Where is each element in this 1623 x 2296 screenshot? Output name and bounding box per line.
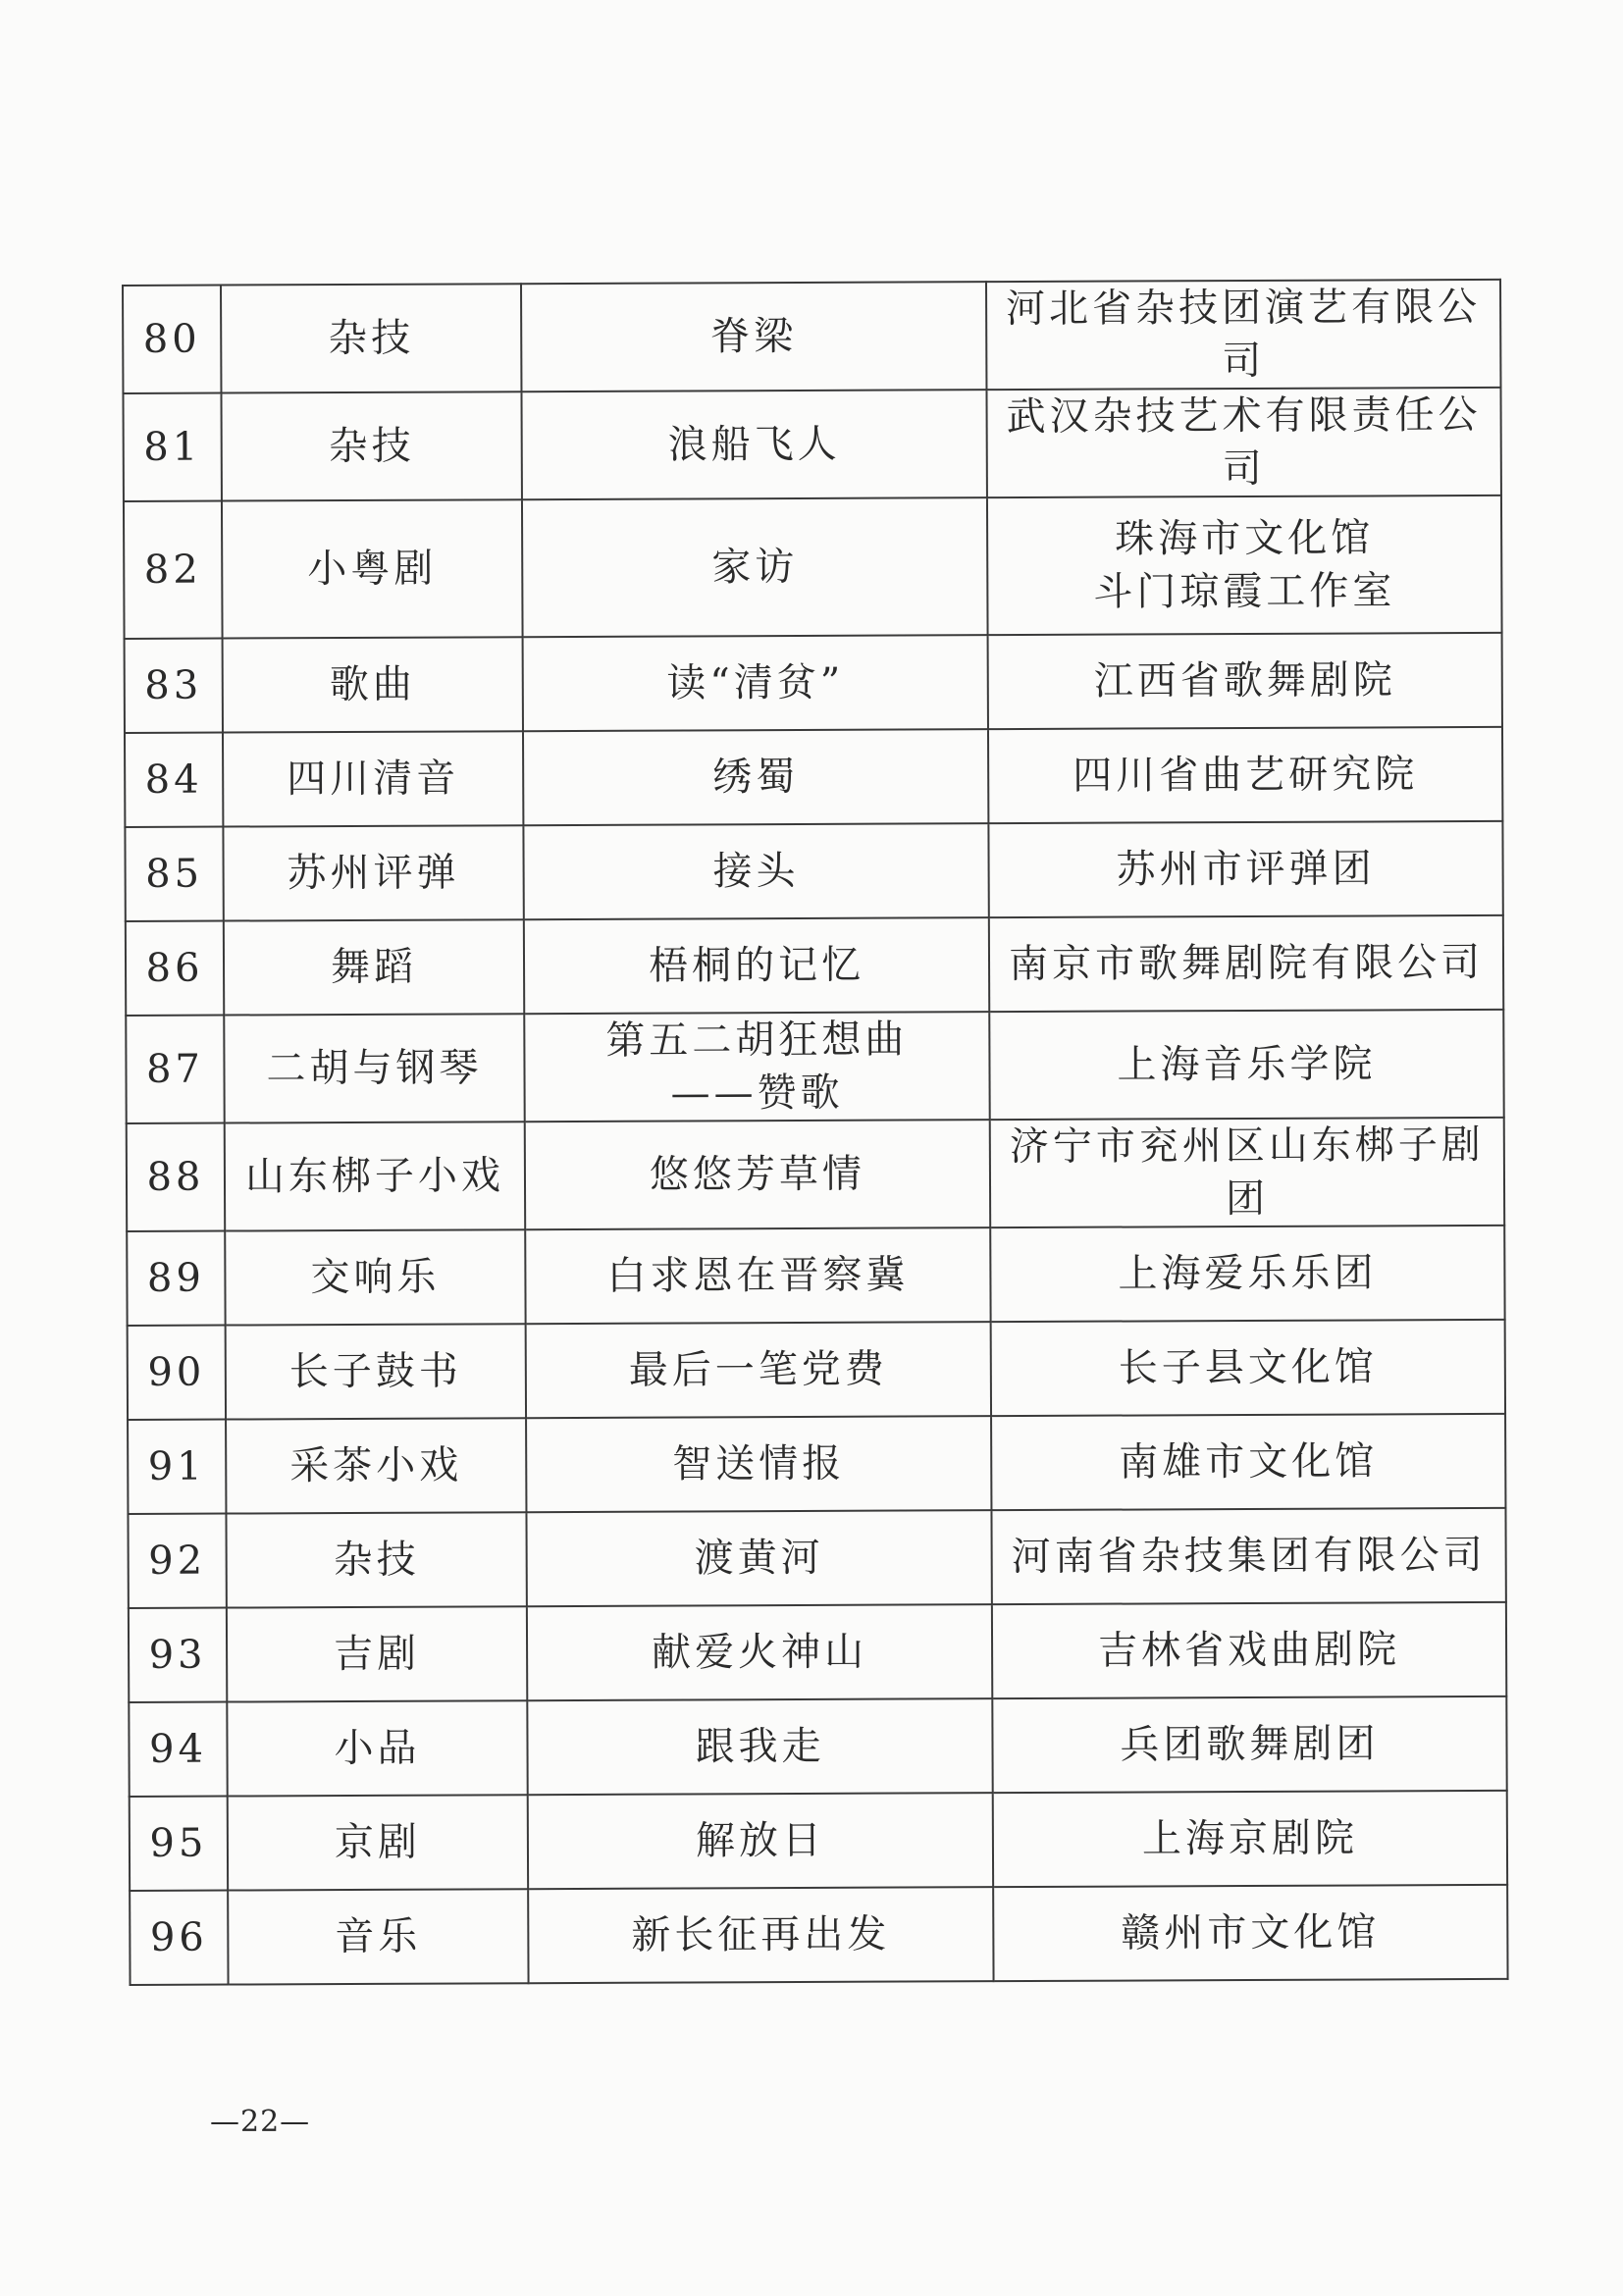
cell-number: 82 — [124, 501, 223, 639]
table-row — [130, 1885, 1507, 1985]
table-row — [123, 280, 1500, 393]
cell-category: 四川清音 — [223, 731, 523, 826]
table-row — [124, 496, 1502, 639]
cell-category: 杂技 — [226, 1512, 526, 1607]
program-table — [122, 279, 1509, 1986]
cell-number: 88 — [127, 1123, 225, 1231]
cell-title: 接头 — [523, 823, 988, 919]
cell-title: 脊梁 — [521, 282, 986, 391]
cell-title: 读“清贫” — [523, 635, 988, 731]
cell-organization: 南雄市文化馆 — [991, 1414, 1505, 1510]
table-row — [130, 1791, 1507, 1891]
table-row — [127, 1226, 1504, 1326]
cell-number: 89 — [127, 1231, 225, 1326]
cell-number: 81 — [123, 393, 221, 501]
cell-category: 二胡与钢琴 — [224, 1014, 524, 1122]
cell-category: 苏州评弹 — [223, 825, 523, 920]
cell-organization: 武汉杂技艺术有限责任公司 — [986, 388, 1500, 497]
cell-category: 舞蹈 — [224, 919, 524, 1015]
cell-category: 吉剧 — [227, 1606, 527, 1701]
cell-title: 智送情报 — [526, 1416, 991, 1512]
program-table-container — [122, 285, 1499, 1986]
cell-title: 悠悠芳草情 — [525, 1120, 990, 1229]
table-row — [128, 1414, 1505, 1514]
cell-organization: 苏州市评弹团 — [988, 821, 1502, 917]
cell-organization: 长子县文化馆 — [991, 1320, 1505, 1416]
cell-organization: 江西省歌舞剧院 — [988, 633, 1502, 729]
cell-number: 80 — [123, 286, 221, 393]
cell-category: 山东梆子小戏 — [225, 1122, 525, 1230]
cell-category: 杂技 — [221, 391, 521, 500]
cell-category: 京剧 — [228, 1795, 528, 1890]
cell-title: 第五二胡狂想曲 ——赞歌 — [524, 1012, 989, 1122]
cell-number: 87 — [126, 1016, 224, 1123]
cell-title: 绣蜀 — [523, 729, 988, 825]
cell-category: 杂技 — [221, 284, 521, 392]
cell-category: 音乐 — [228, 1889, 528, 1984]
cell-number: 90 — [128, 1326, 226, 1420]
cell-organization: 赣州市文化馆 — [993, 1885, 1507, 1981]
cell-category: 长子鼓书 — [226, 1324, 526, 1419]
cell-number: 83 — [125, 639, 223, 733]
table-row — [128, 1508, 1505, 1608]
table-row — [127, 1118, 1504, 1231]
cell-category: 歌曲 — [223, 637, 523, 732]
table-row — [123, 388, 1500, 501]
cell-category: 采茶小戏 — [226, 1418, 526, 1513]
cell-organization: 上海京剧院 — [993, 1791, 1507, 1887]
cell-organization: 济宁市兖州区山东梆子剧团 — [990, 1118, 1504, 1227]
table-row — [129, 1602, 1506, 1702]
table-row — [126, 1010, 1503, 1123]
cell-title: 浪船飞人 — [521, 390, 986, 499]
page-number: —22— — [210, 2105, 311, 2139]
cell-number: 92 — [128, 1514, 226, 1608]
table-row — [125, 727, 1502, 827]
cell-title: 梧桐的记忆 — [524, 917, 989, 1014]
cell-organization: 吉林省戏曲剧院 — [992, 1602, 1506, 1698]
cell-category: 交响乐 — [225, 1229, 525, 1325]
cell-title: 新长征再出发 — [528, 1887, 993, 1983]
cell-title: 家访 — [522, 497, 988, 637]
cell-organization: 南京市歌舞剧院有限公司 — [989, 915, 1503, 1012]
program-table-body — [123, 280, 1508, 1985]
cell-organization: 河北省杂技团演艺有限公司 — [986, 280, 1500, 390]
table-row — [126, 915, 1503, 1016]
cell-number: 84 — [125, 733, 223, 827]
cell-title: 跟我走 — [527, 1698, 992, 1795]
cell-title: 渡黄河 — [526, 1510, 991, 1606]
table-row — [129, 1696, 1506, 1797]
cell-category: 小粤剧 — [222, 499, 523, 638]
cell-number: 94 — [129, 1702, 227, 1797]
cell-organization: 河南省杂技集团有限公司 — [991, 1508, 1505, 1604]
table-row — [128, 1320, 1505, 1420]
cell-organization: 珠海市文化馆 斗门琼霞工作室 — [987, 496, 1502, 635]
cell-organization: 四川省曲艺研究院 — [988, 727, 1502, 823]
cell-number: 96 — [130, 1891, 228, 1985]
cell-organization: 上海音乐学院 — [989, 1010, 1503, 1120]
table-row — [125, 821, 1502, 921]
table-row — [125, 633, 1502, 733]
cell-category: 小品 — [227, 1700, 527, 1796]
cell-number: 93 — [129, 1608, 227, 1702]
cell-title: 献爱火神山 — [527, 1604, 992, 1700]
cell-number: 86 — [126, 921, 224, 1016]
cell-organization: 兵团歌舞剧团 — [992, 1696, 1506, 1793]
cell-title: 解放日 — [528, 1793, 993, 1889]
cell-title: 白求恩在晋察冀 — [525, 1227, 990, 1324]
cell-title: 最后一笔党费 — [526, 1322, 991, 1418]
cell-number: 91 — [128, 1420, 226, 1514]
cell-number: 95 — [130, 1797, 228, 1891]
cell-organization: 上海爱乐乐团 — [990, 1226, 1504, 1322]
cell-number: 85 — [125, 827, 223, 921]
